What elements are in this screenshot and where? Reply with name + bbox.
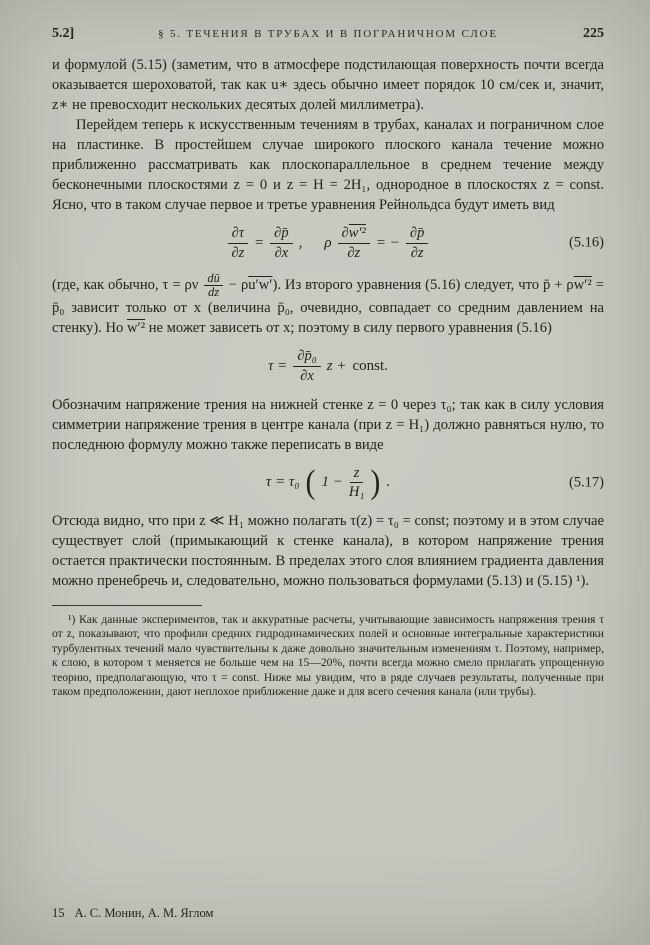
period: . bbox=[386, 474, 391, 491]
numerator: z bbox=[350, 465, 364, 484]
equation-number: (5.16) bbox=[568, 234, 604, 251]
overlined-term: w′² bbox=[573, 277, 592, 294]
numerator: ∂p̄₀ bbox=[293, 348, 320, 367]
section-ref: 5.2] bbox=[52, 26, 75, 41]
overlined-term: u′w′ bbox=[248, 277, 273, 294]
paragraph-2: Перейдем теперь к искусственным течениям в трубах, каналах и пограничном слое на пластинке. В простейшем случае широкого плоского канала течение можно приближенно рассматривать как плоскопараллельное в среднем течение между бесконечными плоскостями z = 0 и z = H = 2H₁, однородное в плоскостях z = const. Ясно, что в таком случае первое и третье уравнения Рейнольдса будут иметь вид bbox=[52, 116, 604, 213]
open-paren: ( bbox=[305, 464, 316, 502]
fraction bbox=[338, 225, 370, 261]
denominator: ∂z bbox=[347, 244, 361, 261]
numerator: ∂p̄ bbox=[270, 225, 292, 244]
fraction bbox=[293, 348, 320, 384]
running-title: § 5. ТЕЧЕНИЯ В ТРУБАХ И В ПОГРАНИЧНОМ СЛОЕ bbox=[158, 28, 498, 40]
authors: А. С. Монин, А. М. Яглом bbox=[74, 906, 214, 920]
fraction bbox=[406, 225, 428, 261]
numerator bbox=[338, 225, 370, 244]
signature-line bbox=[52, 906, 213, 921]
denominator: ∂x bbox=[274, 244, 289, 261]
close-paren: ) bbox=[370, 464, 381, 502]
overlined-term: w′² bbox=[126, 320, 146, 337]
denominator: H₁ bbox=[348, 484, 365, 501]
page-header bbox=[52, 26, 604, 42]
printer-signature: 15 bbox=[52, 906, 65, 920]
denominator: ∂x bbox=[300, 368, 314, 385]
inline-fraction bbox=[204, 272, 223, 299]
numerator: ∂p̄ bbox=[406, 225, 428, 244]
lhs: τ = bbox=[268, 358, 288, 375]
equation-5-17 bbox=[52, 465, 604, 501]
fraction bbox=[270, 225, 292, 261]
rhs: z + bbox=[326, 358, 347, 375]
equation-body bbox=[228, 225, 429, 261]
footnote-rule bbox=[52, 605, 202, 606]
paragraph-5: Отсюда видно, что при z ≪ H₁ можно полагать τ(z) = τ₀ = const; поэтому и в этом случае существует слой (примыкающий к стенке канала), в котором напряжение трения остается практически постоянным. В пределах этого слоя влиянием градиента давления можно пренебречь и, следовательно, можно пользоваться формулами (5.13) и (5.15) ¹). bbox=[52, 513, 604, 590]
equation-number: (5.17) bbox=[568, 474, 604, 491]
denominator: dz bbox=[208, 285, 220, 300]
const-term: const. bbox=[352, 358, 388, 375]
separator: , bbox=[298, 234, 303, 251]
paragraph-1: и формулой (5.15) (заметим, что в атмосфере подстилающая поверхность почти всегда оказывается шероховатой, так как u∗ здесь обычно имеет порядок 10 см/сек и, значит, z∗ не превосходит нескольких десятых долей миллиметра). bbox=[52, 57, 604, 113]
equation-body bbox=[266, 465, 390, 501]
footnote-1: ¹) Как данные экспериментов, так и аккуратные расчеты, учитывающие зависимость напряжения трения τ от z, показывают, что профили средних гидродинамических полей и основные интегральные характеристики турбулентных течений мало чувствительны к даже довольно значительным изменениям τ. Поэтому, например, к слою, в котором τ меняется не больше чем на 15—20%, почти всегда можно смело прилагать упрощенную теорию, предполагающую, что τ = const. Ниже мы увидим, что в ряде случаев результаты, полученные при таком предположении, дают неплохое приближение даже и для всего сечения канала (или трубы). bbox=[52, 613, 604, 698]
inner-term: 1 − bbox=[321, 474, 343, 491]
text-segment: не может зависеть от x; поэтому в силу первого уравнения (5.16) bbox=[148, 320, 552, 337]
relation: = − bbox=[375, 234, 400, 251]
coefficient: ρ bbox=[324, 234, 332, 251]
text-segment: = p̄₀ зависит только от x (величина p̄₀, очевидно, совпадает со средним давлением на стенку). Но bbox=[52, 277, 604, 337]
relation: = bbox=[254, 234, 265, 251]
numerator: dū bbox=[204, 272, 223, 286]
numerator: ∂τ bbox=[228, 225, 248, 244]
fraction bbox=[228, 225, 248, 261]
lhs: τ = τ₀ bbox=[265, 474, 300, 491]
text-segment: − ρ bbox=[228, 277, 249, 294]
paragraph-3 bbox=[52, 272, 604, 339]
text-segment: ). Из второго уравнения (5.16) следует, что p̄ + ρ bbox=[272, 277, 574, 294]
partial-symbol: ∂ bbox=[341, 224, 349, 241]
denominator: ∂z bbox=[231, 244, 245, 261]
equation-tau-linear bbox=[52, 348, 604, 384]
denominator: ∂z bbox=[410, 244, 424, 261]
overlined-term: w′² bbox=[348, 224, 366, 241]
page-number: 225 bbox=[583, 26, 604, 41]
fraction bbox=[349, 465, 365, 501]
equation-body bbox=[268, 348, 388, 384]
equation-5-16 bbox=[52, 225, 604, 261]
text-segment: (где, как обычно, τ = ρν bbox=[52, 277, 199, 294]
paragraph-4: Обозначим напряжение трения на нижней стенке z = 0 через τ₀; так как в силу условия симметрии напряжение трения в центре канала (при z = H₁) должно равняться нулю, то последнюю формулу можно также переписать в виде bbox=[52, 396, 604, 453]
